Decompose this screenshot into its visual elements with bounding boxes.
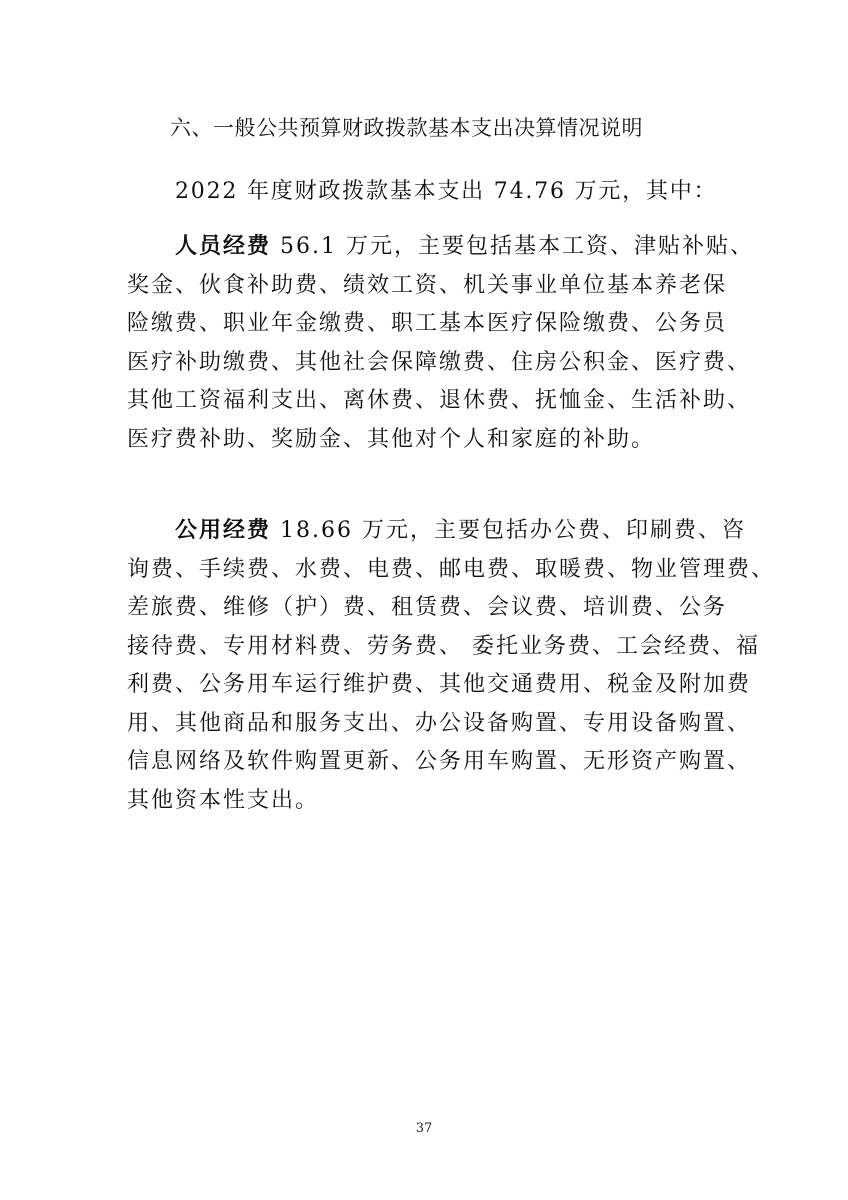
personnel-label: 人员经费: [175, 234, 272, 259]
paragraph-line: [127, 512, 747, 551]
paragraph-line: 信息网络及软件购置更新、公务用车购置、无形资产购置、: [127, 749, 752, 774]
paragraph-line: 医疗费补助、奖励金、其他对个人和家庭的补助。: [127, 426, 656, 452]
paragraph-line: 利费、公务用车运行维护费、其他交通费用、税金及附加费: [127, 672, 752, 697]
paragraph-line: 其他资本性支出。: [127, 787, 320, 813]
paragraph-line: 其他工资福利支出、离休费、退休费、抚恤金、生活补助、: [127, 388, 752, 413]
public-label: 公用经费: [175, 518, 272, 543]
public-expense-paragraph: [127, 512, 776, 820]
paragraph-line: 接待费、专用材料费、劳务费、 委托业务费、工会经费、福: [127, 633, 760, 659]
paragraph-line: 险缴费、职业年金缴费、职工基本医疗保险缴费、公务员: [127, 311, 728, 336]
summary-paragraph: 2022 年度财政拨款基本支出 74.76 万元，其中：: [175, 179, 718, 204]
paragraph-line: 医疗补助缴费、其他社会保障缴费、住房公积金、医疗费、: [127, 349, 752, 375]
paragraph-text: 56.1 万元，主要包括基本工资、津贴补贴、: [271, 234, 754, 259]
paragraph-line: 用、其他商品和服务支出、办公设备购置、专用设备购置、: [127, 710, 752, 736]
paragraph-line: 奖金、伙食补助费、绩效工资、机关事业单位基本养老保: [127, 272, 728, 298]
page-number: 37: [415, 1121, 433, 1136]
paragraph-line: [127, 228, 754, 267]
section-heading: 六、一般公共预算财政拨款基本支出决算情况说明: [170, 116, 643, 140]
paragraph-text: 18.66 万元，主要包括办公费、印刷费、咨: [271, 518, 746, 543]
paragraph-line: 差旅费、维修（护）费、租赁费、会议费、培训费、公务: [127, 595, 728, 620]
paragraph-line: 询费、手续费、水费、电费、邮电费、取暖费、物业管理费、: [127, 556, 776, 582]
personnel-expense-paragraph: [127, 228, 754, 459]
